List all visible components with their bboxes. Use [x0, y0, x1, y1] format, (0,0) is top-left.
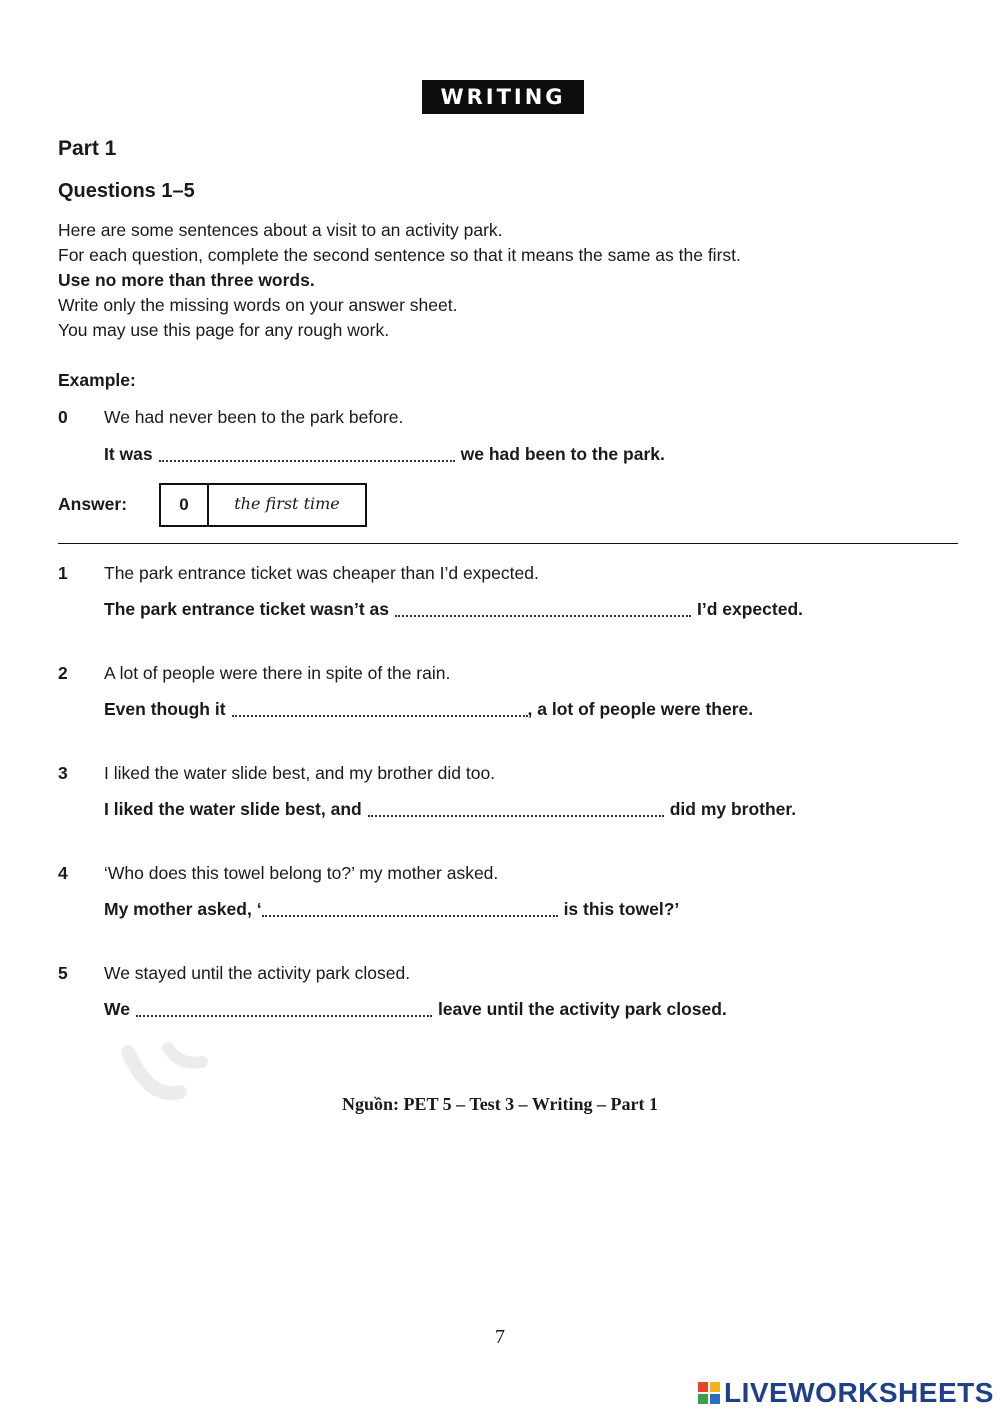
answer-box-number: 0 [161, 485, 209, 525]
section-divider [58, 543, 958, 544]
question-number: 3 [58, 763, 68, 783]
prompt-start: Even though it [104, 699, 226, 719]
prompt-start: The park entrance ticket wasn’t as [104, 599, 389, 619]
instruction-line-5: You may use this page for any rough work. [58, 320, 390, 340]
prompt-end: , a lot of people were there. [527, 699, 754, 719]
example-answer-box [159, 483, 367, 527]
brand-name: LIVEWORKSHEETS [724, 1377, 994, 1408]
example-number: 0 [58, 407, 68, 427]
question-sentence: The park entrance ticket was cheaper than I’d expected. [104, 563, 539, 583]
prompt-end: is this towel?’ [563, 899, 680, 919]
answer-blank-4[interactable] [262, 901, 558, 917]
page-number: 7 [495, 1326, 505, 1348]
question-prompt [104, 799, 796, 820]
instruction-line-2: For each question, complete the second sentence so that it means the same as the first. [58, 245, 741, 265]
answer-label: Answer: [58, 494, 128, 514]
example-blank [159, 446, 455, 462]
example-sentence: We had never been to the park before. [104, 407, 404, 427]
example-prompt [104, 444, 665, 465]
prompt-start: I liked the water slide best, and [104, 799, 362, 819]
question-number: 1 [58, 563, 68, 583]
question-number: 5 [58, 963, 68, 983]
source-credit: Nguồn: PET 5 – Test 3 – Writing – Part 1 [341, 1094, 659, 1114]
question-number: 2 [58, 663, 68, 683]
answer-blank-5[interactable] [136, 1001, 432, 1017]
prompt-end: leave until the activity park closed. [437, 999, 727, 1019]
liveworksheets-brand[interactable] [698, 1377, 994, 1409]
answer-blank-3[interactable] [368, 801, 664, 817]
question-sentence: We stayed until the activity park closed. [104, 963, 411, 983]
questions-range-title: Questions 1–5 [58, 180, 195, 202]
question-sentence: I liked the water slide best, and my brother did too. [104, 763, 496, 783]
answer-blank-2[interactable] [232, 701, 528, 717]
liveworksheets-logo-icon [698, 1382, 720, 1404]
question-prompt [104, 899, 679, 920]
question-prompt [104, 699, 753, 720]
answer-blank-1[interactable] [395, 601, 691, 617]
answer-box-text: the first time [234, 493, 340, 513]
question-prompt [104, 599, 803, 620]
prompt-end: did my brother. [669, 799, 797, 819]
part-title: Part 1 [58, 137, 117, 160]
question-prompt [104, 999, 727, 1020]
example-prompt-end: we had been to the park. [460, 444, 665, 464]
prompt-start: My mother asked, ‘ [104, 899, 262, 919]
writing-banner: WRITING [422, 80, 584, 114]
prompt-end: I’d expected. [696, 599, 803, 619]
question-sentence: A lot of people were there in spite of the rain. [104, 663, 451, 683]
example-prompt-start: It was [104, 444, 153, 464]
instruction-line-1: Here are some sentences about a visit to an activity park. [58, 220, 503, 240]
question-number: 4 [58, 863, 68, 883]
prompt-start: We [104, 999, 130, 1019]
instruction-line-3: Use no more than three words. [58, 270, 315, 290]
instruction-line-4: Write only the missing words on your answer sheet. [58, 295, 458, 315]
question-sentence: ‘Who does this towel belong to?’ my mother asked. [104, 863, 499, 883]
example-label: Example: [58, 370, 136, 390]
